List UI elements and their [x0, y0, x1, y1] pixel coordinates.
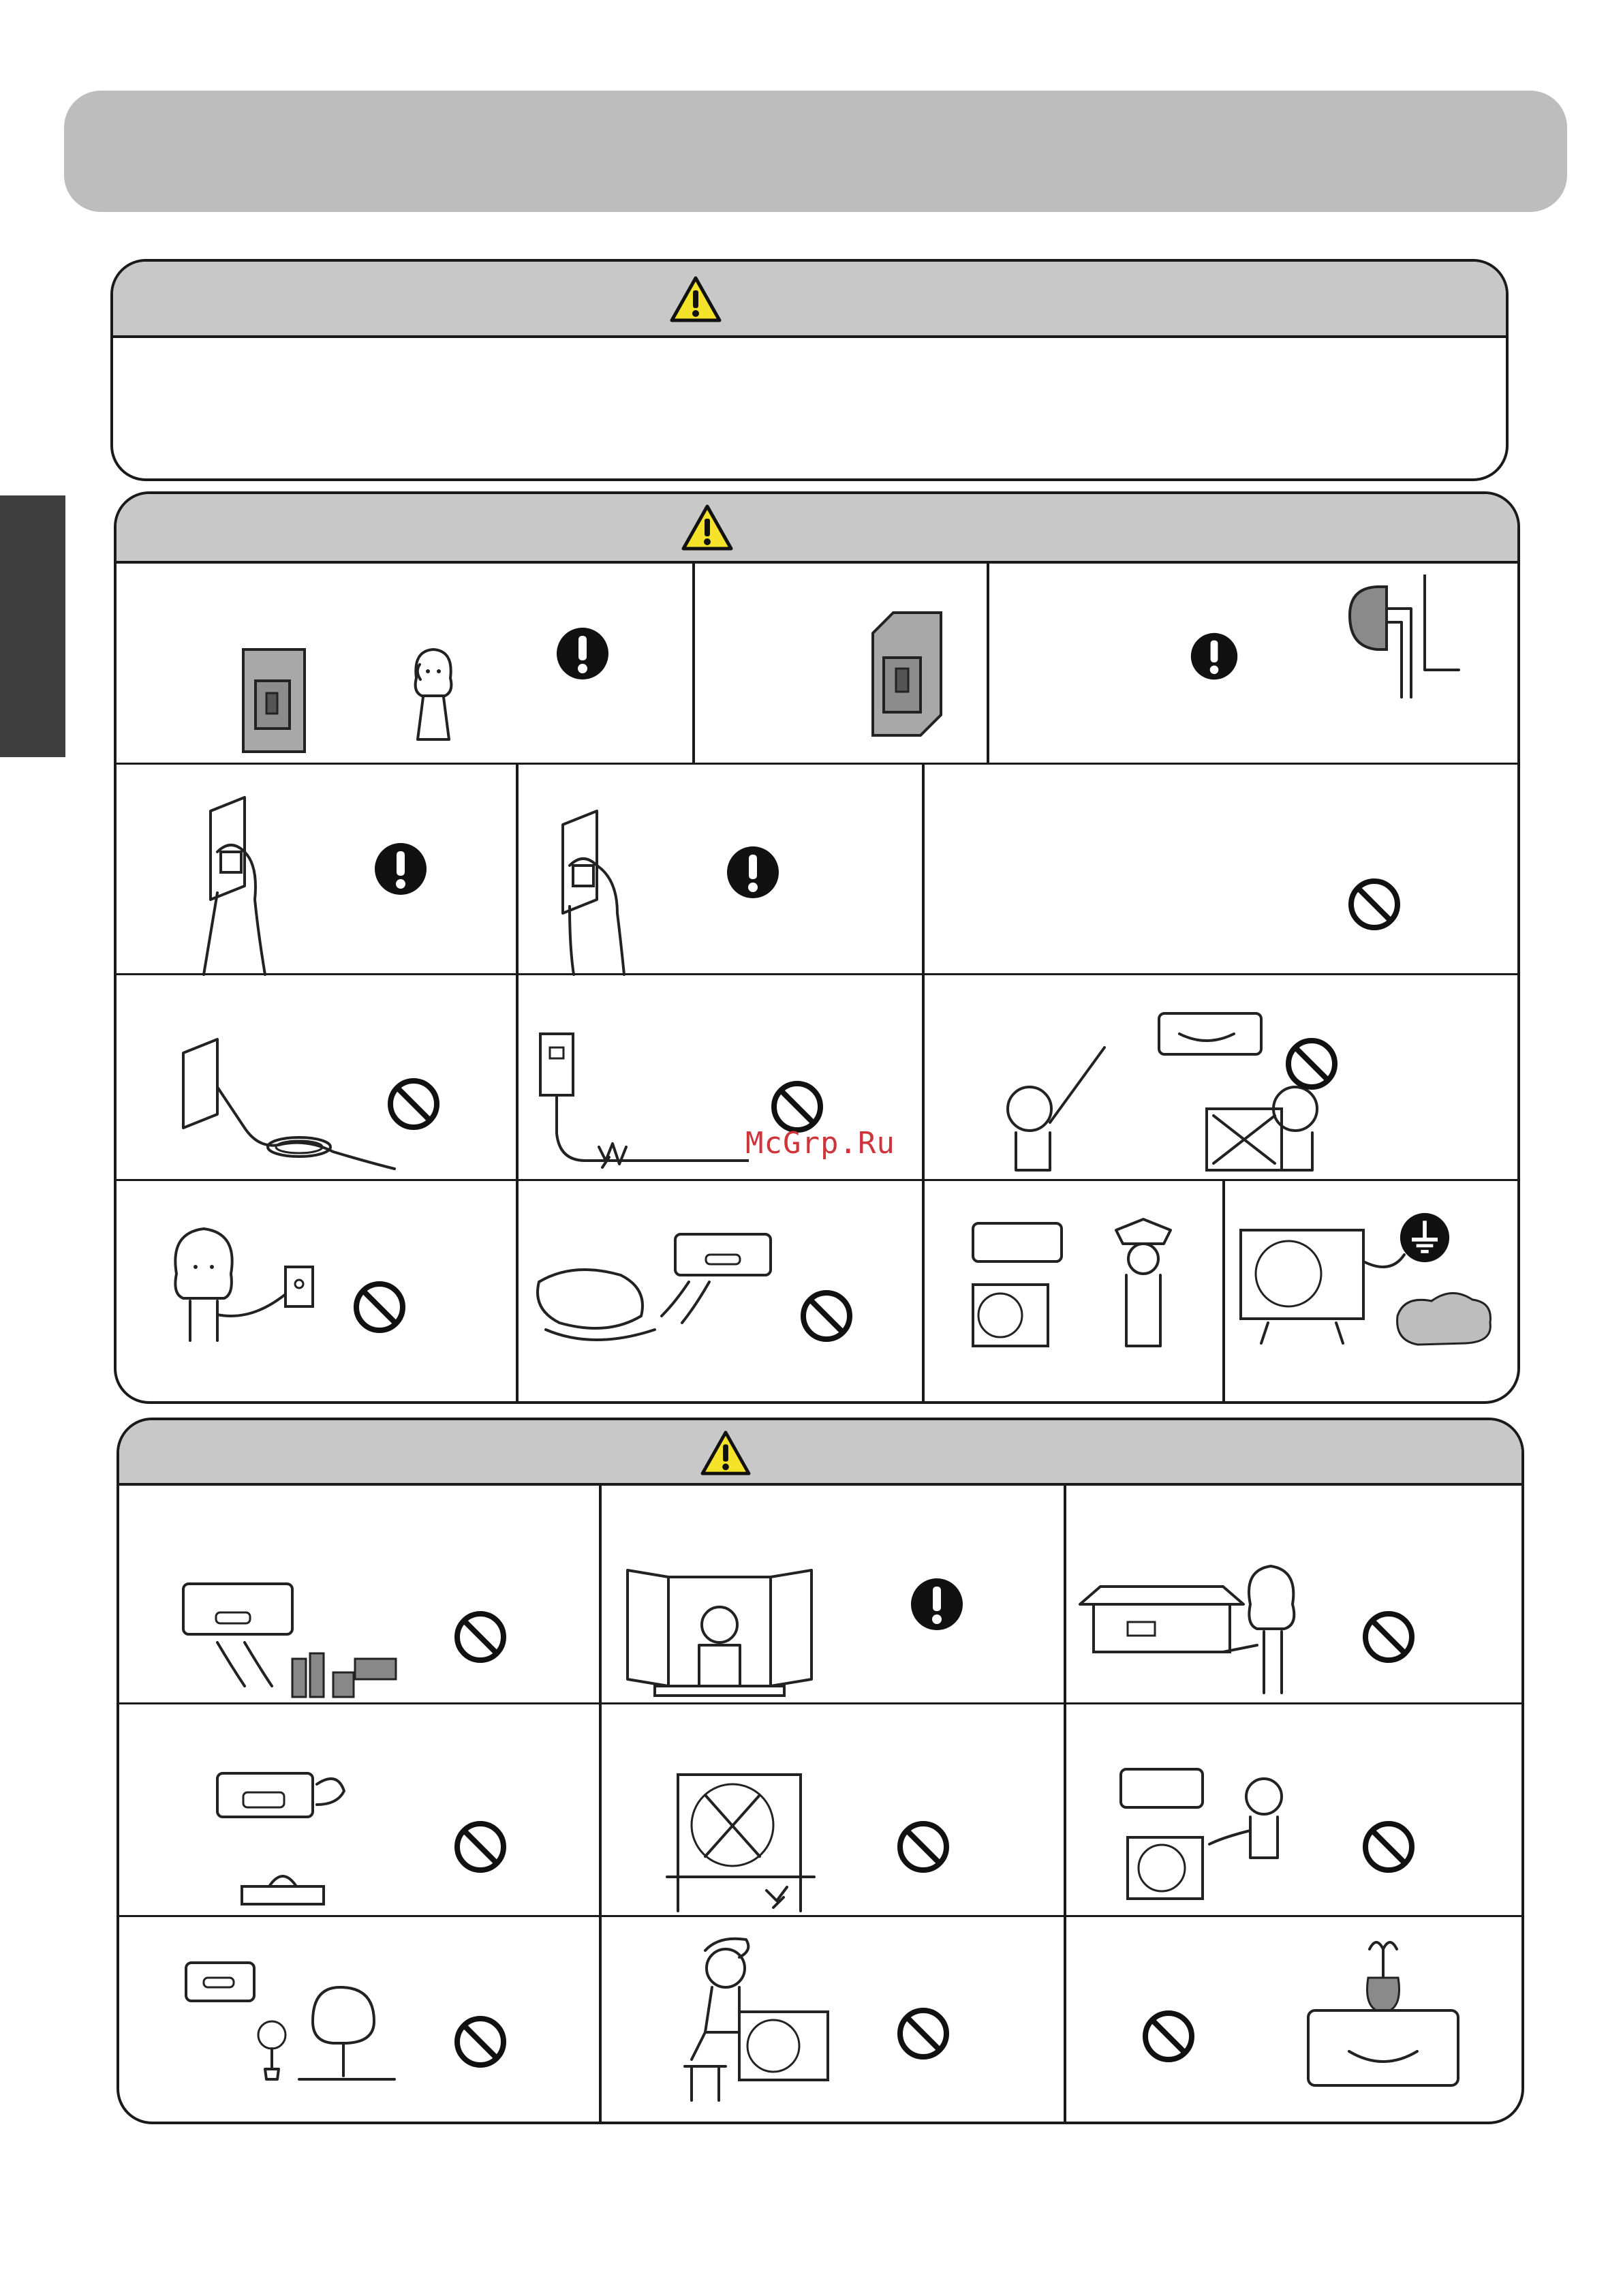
row-divider	[117, 1179, 1517, 1181]
unit-on-broken-stand-illustration	[664, 1768, 828, 1918]
row-divider	[117, 763, 1517, 765]
col-divider	[599, 1483, 602, 2124]
girl-on-phone-illustration	[403, 644, 464, 746]
prohibition-circle-icon	[453, 2015, 508, 2069]
unit-blowing-on-plants-illustration	[176, 1953, 401, 2083]
child-near-units-illustration	[966, 1210, 1198, 1353]
prohibition-circle-icon	[1347, 877, 1402, 932]
baby-cradle-airflow-illustration	[532, 1221, 791, 1343]
warning-triangle-icon	[669, 275, 722, 323]
hand-unplugging-illustration	[190, 791, 292, 981]
prohibition-circle-icon	[799, 1289, 854, 1343]
girl-wet-hands-outlet-illustration	[163, 1219, 340, 1342]
child-climbing-unit-illustration	[678, 1930, 835, 2107]
prohibition-circle-icon	[1284, 1037, 1339, 1091]
exclamation-circle-icon	[373, 842, 428, 896]
notice-panel-header	[113, 262, 1506, 338]
open-window-illustration	[621, 1563, 818, 1700]
col-divider	[1222, 1179, 1225, 1404]
exclamation-circle-icon	[555, 626, 610, 681]
col-divider	[692, 561, 695, 763]
warning-panel-header	[117, 494, 1517, 564]
caution-panel	[117, 1418, 1524, 2124]
damaged-cord-illustration	[531, 1024, 749, 1174]
girl-spraying-unit-illustration	[1114, 1762, 1305, 1905]
row-divider	[117, 973, 1517, 975]
prohibition-circle-icon	[1361, 1610, 1416, 1664]
warning-triangle-icon	[681, 504, 734, 551]
col-divider	[1064, 1483, 1066, 2124]
col-divider	[922, 763, 925, 1404]
prohibition-circle-icon	[896, 1820, 950, 1874]
coiled-cord-illustration	[170, 1026, 401, 1176]
prohibition-circle-icon	[1361, 1820, 1416, 1874]
watermark: McGrp.Ru	[745, 1126, 895, 1161]
unit-over-stove-illustration	[208, 1764, 358, 1914]
ground-earth-icon	[1399, 1212, 1451, 1264]
warning-panel	[114, 491, 1520, 1404]
notice-panel	[110, 259, 1509, 481]
hand-plugging-illustration	[542, 804, 645, 981]
prohibition-circle-icon	[453, 1820, 508, 1874]
wall-pipe-illustration	[1343, 575, 1466, 711]
kids-poking-unit-illustration	[1002, 1007, 1357, 1177]
vase-on-unit-illustration	[1301, 1935, 1465, 2106]
prohibition-circle-icon	[352, 1280, 407, 1334]
col-divider	[987, 561, 989, 763]
breaker-switch-illustration	[866, 606, 948, 742]
exclamation-circle-icon	[910, 1577, 964, 1632]
exclamation-circle-icon	[726, 845, 780, 900]
unit-blowing-on-food-illustration	[176, 1577, 408, 1706]
breaker-box-illustration	[241, 647, 315, 756]
prohibition-circle-icon	[386, 1077, 441, 1131]
exclamation-circle-icon	[1190, 632, 1239, 681]
girl-reaching-unit-illustration	[1073, 1557, 1318, 1700]
title-bar	[64, 91, 1567, 212]
prohibition-circle-icon	[896, 2006, 950, 2061]
warning-triangle-icon	[700, 1430, 752, 1476]
prohibition-circle-icon	[1141, 2009, 1196, 2064]
col-divider	[516, 763, 519, 1404]
caution-panel-header	[119, 1420, 1521, 1486]
prohibition-circle-icon	[453, 1610, 508, 1664]
outdoor-unit-grounding-illustration	[1234, 1221, 1493, 1357]
side-tab	[0, 495, 65, 757]
